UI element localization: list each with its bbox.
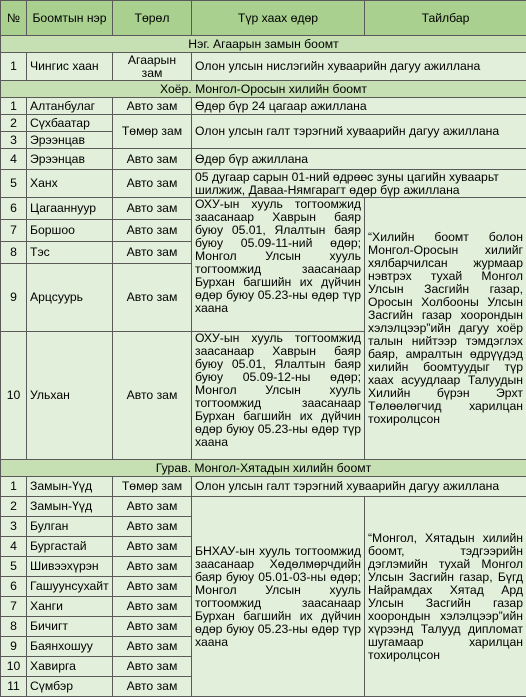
port-name: Цагааннуур xyxy=(27,198,113,220)
row-number: 3 xyxy=(1,517,27,537)
port-name: Боршоо xyxy=(27,220,113,242)
header-name: Боомтын нэр xyxy=(27,1,113,36)
row-number: 8 xyxy=(1,617,27,637)
section-row xyxy=(1,460,526,477)
row-number: 4 xyxy=(1,149,27,170)
closure-date: ОХУ-ын хууль тогтоомжид заасанаар Хаврын баяр буюу 05.01, Ялалтын баяр буюу 05.09-11-ний өдөр; Монгол Улсын хууль тогтоомжид заасанаар Бурхан багшийн их дүйчин өдөр буюу 05.23-ны өдөр түр хаана xyxy=(192,198,365,332)
port-name: Алтанбулаг xyxy=(27,98,113,115)
port-type: Авто зам xyxy=(113,264,192,332)
row-number: 5 xyxy=(1,557,27,577)
port-name: Сүмбэр xyxy=(27,677,113,697)
header-number: № xyxy=(1,1,27,36)
port-name: Чингис хаан xyxy=(27,53,113,81)
row-number: 5 xyxy=(1,170,27,198)
port-name: Эрээнцав xyxy=(27,149,113,170)
row-number: 2 xyxy=(1,115,27,132)
row-number: 8 xyxy=(1,242,27,264)
port-name: Баянхошуу xyxy=(27,637,113,657)
port-type: Авто зам xyxy=(113,677,192,697)
port-type: Авто зам xyxy=(113,497,192,517)
row-number: 9 xyxy=(1,264,27,332)
port-type: Авто зам xyxy=(113,332,192,460)
port-type: Авто зам xyxy=(113,517,192,537)
row-number: 1 xyxy=(1,53,27,81)
table-row xyxy=(1,53,526,81)
port-name: Ханх xyxy=(27,170,113,198)
row-number: 10 xyxy=(1,332,27,460)
port-name: Хавирга xyxy=(27,657,113,677)
table-row xyxy=(1,98,526,115)
closure-date: БНХАУ-ын хууль тогтоомжид заасанаар Хөдөлмөрчдийн баяр буюу 05.01-03-ны өдөр; Монгол Улсын хууль тогтоомжид заасанаар Бурхан багшийн их дүйчин өдөр буюу 05.23-ны өдөр түр хаана xyxy=(192,497,365,697)
section-row xyxy=(1,81,526,98)
port-type: Авто зам xyxy=(113,220,192,242)
closure-date: Олон улсын нислэгийн хуваарийн дагуу ажиллана xyxy=(192,53,526,81)
table-row xyxy=(1,198,526,220)
port-type: Төмөр зам xyxy=(113,115,192,149)
port-type: Авто зам xyxy=(113,577,192,597)
section-title-china: Гурав. Монгол-Хятадын хилийн боомт xyxy=(1,460,526,477)
port-name: Сүхбаатар xyxy=(27,115,113,132)
port-name: Замын-Үүд xyxy=(27,477,113,497)
port-name: Гашуунсухайт xyxy=(27,577,113,597)
note-russia: “Хилийн боомт болон Монгол-Оросын хилийг хялбарчилсан журмаар нэвтрэх тухай Монгол Улсын Засгийн газар, Оросын Холбооны Улсын Засгийн газар хоорондын хэлэлцээр”ийн дагуу хоёр талын нийтээр тэмдэглэх баяр, амралтын өдрүүдэд хилийн боомтуудыг түр хаах асуудлаар Талуудын Хилийн бүрэн Эрхт Төлөөлөгчид харилцан тохиролцсон xyxy=(365,198,526,460)
row-number: 1 xyxy=(1,98,27,115)
table-row xyxy=(1,477,526,497)
port-type: Авто зам xyxy=(113,149,192,170)
section-title-air: Нэг. Агаарын замын боомт xyxy=(1,36,526,53)
table-row xyxy=(1,149,526,170)
row-number: 6 xyxy=(1,577,27,597)
row-number: 7 xyxy=(1,597,27,617)
port-type: Авто зам xyxy=(113,557,192,577)
closure-date: ОХУ-ын хууль тогтоомжид заасанаар Хаврын баяр буюу 05.01, Ялалтын баяр буюу 05.09-12-ны өдөр; Монгол Улсын хууль тогтоомжид заасанаар Бурхан багшийн их дүйчин өдөр буюу 05.23-ны өдөр түр хаана xyxy=(192,332,365,460)
port-type: Авто зам xyxy=(113,242,192,264)
table-row xyxy=(1,170,526,198)
header-note: Тайлбар xyxy=(365,1,526,36)
closure-date: Олон улсын галт тэрэгний хуваарийн дагуу ажиллана xyxy=(192,477,526,497)
port-name: Бургастай xyxy=(27,537,113,557)
row-number: 7 xyxy=(1,220,27,242)
port-type: Авто зам xyxy=(113,597,192,617)
port-type: Авто зам xyxy=(113,198,192,220)
note-china: “Монгол, Хятадын хилийн боомт, тэдгээрийн дэглэмийн тухай Монгол Улсын Засгийн газар, Бүгд Найрамдах Хятад Ард Улсын Засгийн газар хоорондын хэлэлцээр”ийн хүрээнд Талууд дипломат шугамаар харилцан тохиролцсон xyxy=(365,497,526,697)
port-type: Авто зам xyxy=(113,617,192,637)
port-name: Булган xyxy=(27,517,113,537)
table-row xyxy=(1,115,526,132)
port-name: Замын-Үүд xyxy=(27,497,113,517)
port-name: Ханги xyxy=(27,597,113,617)
closure-date: Өдөр бүр ажиллана xyxy=(192,149,526,170)
port-name: Бичигт xyxy=(27,617,113,637)
port-type: Авто зам xyxy=(113,537,192,557)
port-name: Арцсуурь xyxy=(27,264,113,332)
port-name: Ульхан xyxy=(27,332,113,460)
port-type: Төмөр зам xyxy=(113,477,192,497)
row-number: 3 xyxy=(1,132,27,149)
section-title-russia: Хоёр. Монгол-Оросын хилийн боомт xyxy=(1,81,526,98)
header-type: Төрөл xyxy=(113,1,192,36)
row-number: 10 xyxy=(1,657,27,677)
section-row xyxy=(1,36,526,53)
port-name: Шивээхүрэн xyxy=(27,557,113,577)
header-closure-date: Түр хаах өдөр xyxy=(192,1,365,36)
port-type: Авто зам xyxy=(113,170,192,198)
closure-date: 05 дугаар сарын 01-ний өдрөөс зуны цагийн хуваарьт шилжиж, Даваа-Нямгарагт өдөр бүр ажиллана xyxy=(192,170,526,198)
row-number: 6 xyxy=(1,198,27,220)
closure-date: Өдөр бүр 24 цагаар ажиллана xyxy=(192,98,526,115)
port-name: Тэс xyxy=(27,242,113,264)
port-type: Авто зам xyxy=(113,657,192,677)
port-type: Агаарын зам xyxy=(113,53,192,81)
row-number: 2 xyxy=(1,497,27,517)
row-number: 1 xyxy=(1,477,27,497)
port-type: Авто зам xyxy=(113,637,192,657)
table-row xyxy=(1,497,526,517)
row-number: 11 xyxy=(1,677,27,697)
closure-date: Олон улсын галт тэрэгний хуваарийн дагуу ажиллана xyxy=(192,115,526,149)
row-number: 4 xyxy=(1,537,27,557)
header-row xyxy=(1,1,526,36)
row-number: 9 xyxy=(1,637,27,657)
port-name: Эрээнцав xyxy=(27,132,113,149)
port-type: Авто зам xyxy=(113,98,192,115)
